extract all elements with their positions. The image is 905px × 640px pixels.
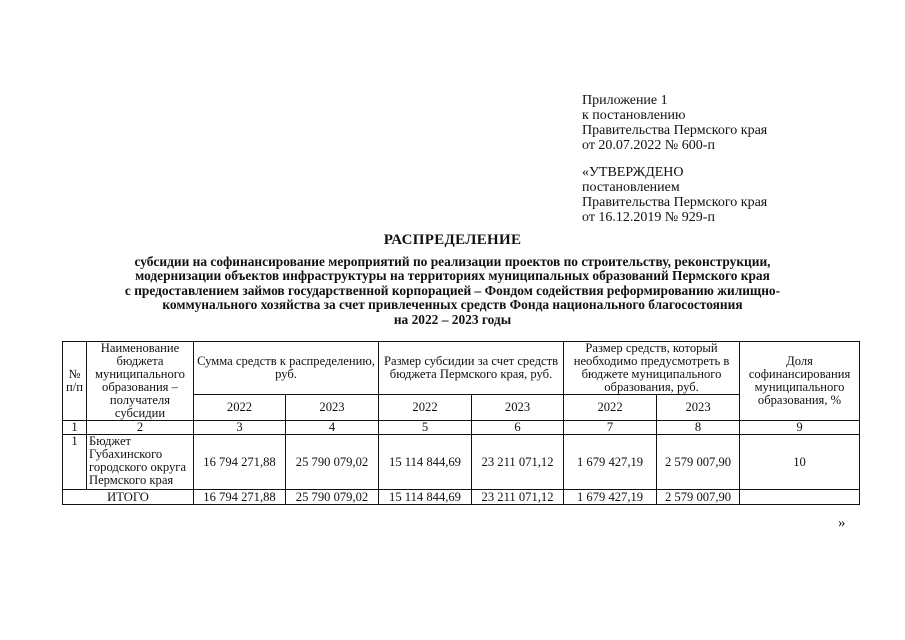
total-sum-2023: 25 790 079,02 bbox=[286, 490, 379, 505]
total-subsidy-2022: 15 114 844,69 bbox=[379, 490, 472, 505]
header-share: Доля софинансирования муниципального образования, % bbox=[740, 342, 860, 421]
table-row bbox=[63, 435, 860, 490]
header-subsidy: Размер субсидии за счет средств бюджета Пермского края, руб. bbox=[379, 342, 564, 395]
column-number-row bbox=[63, 421, 860, 435]
distribution-table bbox=[62, 341, 860, 505]
annex-line: Правительства Пермского края bbox=[582, 123, 768, 138]
subtitle-line: субсидии на софинансирование мероприятий по реализации проектов по строительству, реконструкции, bbox=[134, 254, 771, 269]
annex-block bbox=[582, 93, 767, 153]
header-year: 2022 bbox=[564, 395, 657, 421]
approval-line: «УТВЕРЖДЕНО bbox=[582, 165, 684, 180]
subtitle-line: коммунального хозяйства за счет привлеченных средств Фонда национального благосостояния bbox=[162, 297, 743, 313]
header-year: 2023 bbox=[286, 395, 379, 421]
column-number: 6 bbox=[472, 421, 564, 435]
row-num: 1 bbox=[63, 435, 87, 490]
approval-block bbox=[582, 165, 767, 225]
row-subsidy-2022: 15 114 844,69 bbox=[379, 435, 472, 490]
header-name: Наименование бюджета муниципального образования – получателя субсидии bbox=[87, 342, 194, 421]
row-local-2023: 2 579 007,90 bbox=[657, 435, 740, 490]
row-name: Бюджет Губахинского городского округа Пермского края bbox=[87, 435, 194, 490]
total-share bbox=[740, 490, 860, 505]
row-sum-2023: 25 790 079,02 bbox=[286, 435, 379, 490]
header-year: 2023 bbox=[657, 395, 740, 421]
approval-line: от 16.12.2019 № 929-п bbox=[582, 210, 715, 225]
column-number: 9 bbox=[740, 421, 860, 435]
total-sum-2022: 16 794 271,88 bbox=[194, 490, 286, 505]
closing-quote: » bbox=[838, 515, 846, 531]
total-row bbox=[63, 490, 860, 505]
approval-line: постановлением bbox=[582, 180, 680, 195]
annex-line: к постановлению bbox=[582, 108, 686, 123]
header-row bbox=[63, 342, 860, 395]
header-year: 2022 bbox=[379, 395, 472, 421]
column-number: 3 bbox=[194, 421, 286, 435]
column-number: 1 bbox=[63, 421, 87, 435]
subtitle-line: модернизации объектов инфраструктуры на территориях муниципальных образований Пермского края bbox=[135, 268, 770, 284]
document-title: РАСПРЕДЕЛЕНИЕ bbox=[383, 232, 522, 248]
annex-line: от 20.07.2022 № 600-п bbox=[582, 138, 715, 153]
total-local-2022: 1 679 427,19 bbox=[564, 490, 657, 505]
column-number: 5 bbox=[379, 421, 472, 435]
header-sum: Сумма средств к распределению, руб. bbox=[194, 342, 379, 395]
column-number: 7 bbox=[564, 421, 657, 435]
header-local: Размер средств, который необходимо предусмотреть в бюджете муниципального образования, руб. bbox=[564, 342, 740, 395]
header-num: № п/п bbox=[63, 342, 87, 421]
total-label: ИТОГО bbox=[63, 490, 194, 505]
subtitle-line: с предоставлением займов государственной корпорацией – Фондом содействия реформированию жилищно- bbox=[124, 282, 781, 298]
row-sum-2022: 16 794 271,88 bbox=[194, 435, 286, 490]
document-subtitle bbox=[40, 255, 865, 327]
total-local-2023: 2 579 007,90 bbox=[657, 490, 740, 505]
row-share: 10 bbox=[740, 435, 860, 490]
annex-line: Приложение 1 bbox=[582, 93, 668, 108]
approval-line: Правительства Пермского края bbox=[582, 195, 768, 210]
row-local-2022: 1 679 427,19 bbox=[564, 435, 657, 490]
total-subsidy-2023: 23 211 071,12 bbox=[472, 490, 564, 505]
subtitle-line: на 2022 – 2023 годы bbox=[393, 311, 512, 327]
header-year: 2022 bbox=[194, 395, 286, 421]
row-subsidy-2023: 23 211 071,12 bbox=[472, 435, 564, 490]
header-year: 2023 bbox=[472, 395, 564, 421]
column-number: 8 bbox=[657, 421, 740, 435]
column-number: 4 bbox=[286, 421, 379, 435]
column-number: 2 bbox=[87, 421, 194, 435]
